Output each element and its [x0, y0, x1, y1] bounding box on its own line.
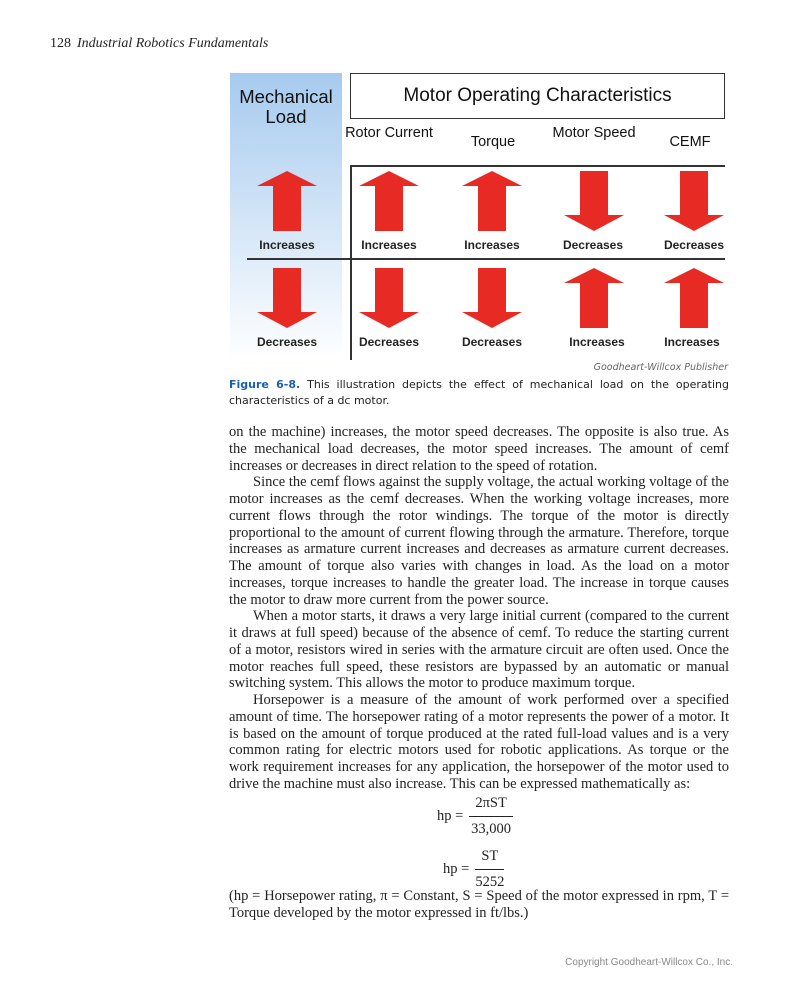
equation-2 [443, 848, 504, 891]
equation-lhs: hp = [437, 808, 464, 824]
numerator: ST [475, 848, 504, 870]
page-number: 128 [50, 36, 71, 51]
arrow-up-icon [257, 171, 317, 231]
figure-label: Figure 6-8. [229, 378, 301, 391]
paragraph: Horsepower is a measure of the amount of work performed over a specified amount of time. The horsepower rating of a motor represents the power of a motor. It is based on the amount of torque produced at the rated full-load values and is a very common rating for electric motors used for robotic applications. As torque or the work requirement increases for any application, the horsepower of the motor used to drive the machine must also increase. This can be expressed mathematically as: [229, 692, 729, 792]
arrow-down-icon [359, 268, 419, 328]
equation-1 [437, 795, 513, 838]
running-header [50, 36, 268, 52]
denominator: 33,000 [471, 821, 511, 837]
column-header-rotor-current: Rotor Current [345, 125, 433, 141]
denominator: 5252 [475, 874, 505, 890]
column-header-cemf: CEMF [669, 134, 711, 150]
row1-label: Increases [464, 238, 520, 252]
paragraph: When a motor starts, it draws a very large initial current (compared to the current it draws at full speed) because of the absence of cemf. To reduce the starting current of a motor, resistors wired in series with the armature circuit are often used. Once the motor reaches full speed, these resistors are bypassed by an automatic or manual switching system. This allows the motor to produce maximum torque. [229, 608, 729, 692]
row2-label: Increases [664, 335, 720, 349]
arrow-down-icon [462, 268, 522, 328]
divider-line [350, 165, 352, 360]
row1-label: Decreases [663, 238, 725, 252]
numerator: 2πST [469, 795, 513, 817]
divider-line [350, 165, 725, 167]
figure-6-8 [230, 73, 730, 363]
arrow-down-icon [564, 171, 624, 231]
motor-characteristics-title: Motor Operating Characteristics [350, 73, 725, 119]
figure-credit: Goodheart-Willcox Publisher [593, 362, 728, 373]
body-text [229, 424, 729, 793]
arrow-down-icon [664, 171, 724, 231]
row1-label: Decreases [562, 238, 624, 252]
mechanical-load-title: Mechanical Load [239, 86, 333, 127]
book-title: Industrial Robotics Fundamentals [77, 36, 269, 51]
variable-definitions: (hp = Horsepower rating, π = Constant, S = Speed of the motor expressed in rpm, T = Torque developed by the motor expressed in ft/lbs.) [229, 888, 729, 921]
column-header-torque: Torque [470, 134, 516, 150]
arrow-up-icon [664, 268, 724, 328]
divider-line [247, 258, 725, 260]
row2-label: Increases [569, 335, 625, 349]
row2-label: Decreases [358, 335, 420, 349]
arrow-up-icon [359, 171, 419, 231]
figure-caption [229, 377, 729, 409]
paragraph: Since the cemf flows against the supply voltage, the actual working voltage of the motor increases as the cemf decreases. When the working voltage increases, more current flows through the rotor windings. The torque of the motor is directly proportional to the amount of current flowing through the armature. Therefore, torque increases as armature current increases and decreases as armature current decreases. The amount of torque also varies with changes in load. As the load on a motor increases, torque increases to handle the greater load. The increase in torque causes the motor to draw more current from the power source. [229, 474, 729, 608]
arrow-up-icon [564, 268, 624, 328]
load-row1-label: Increases [259, 238, 315, 252]
arrow-up-icon [462, 171, 522, 231]
row2-label: Decreases [461, 335, 523, 349]
paragraph: on the machine) increases, the motor speed decreases. The opposite is also true. As the mechanical load decreases, the motor speed increases. The amount of cemf increases or decreases in direct relation to the speed of rotation. [229, 424, 729, 474]
row1-label: Increases [361, 238, 417, 252]
copyright-footer: Copyright Goodheart-Willcox Co., Inc. [565, 957, 733, 968]
load-row2-label: Decreases [256, 335, 318, 349]
column-header-motor-speed: Motor Speed [552, 125, 636, 141]
equation-lhs: hp = [443, 861, 470, 877]
arrow-down-icon [257, 268, 317, 328]
caption-text: This illustration depicts the effect of mechanical load on the operating characteristics of a dc motor. [229, 378, 729, 407]
